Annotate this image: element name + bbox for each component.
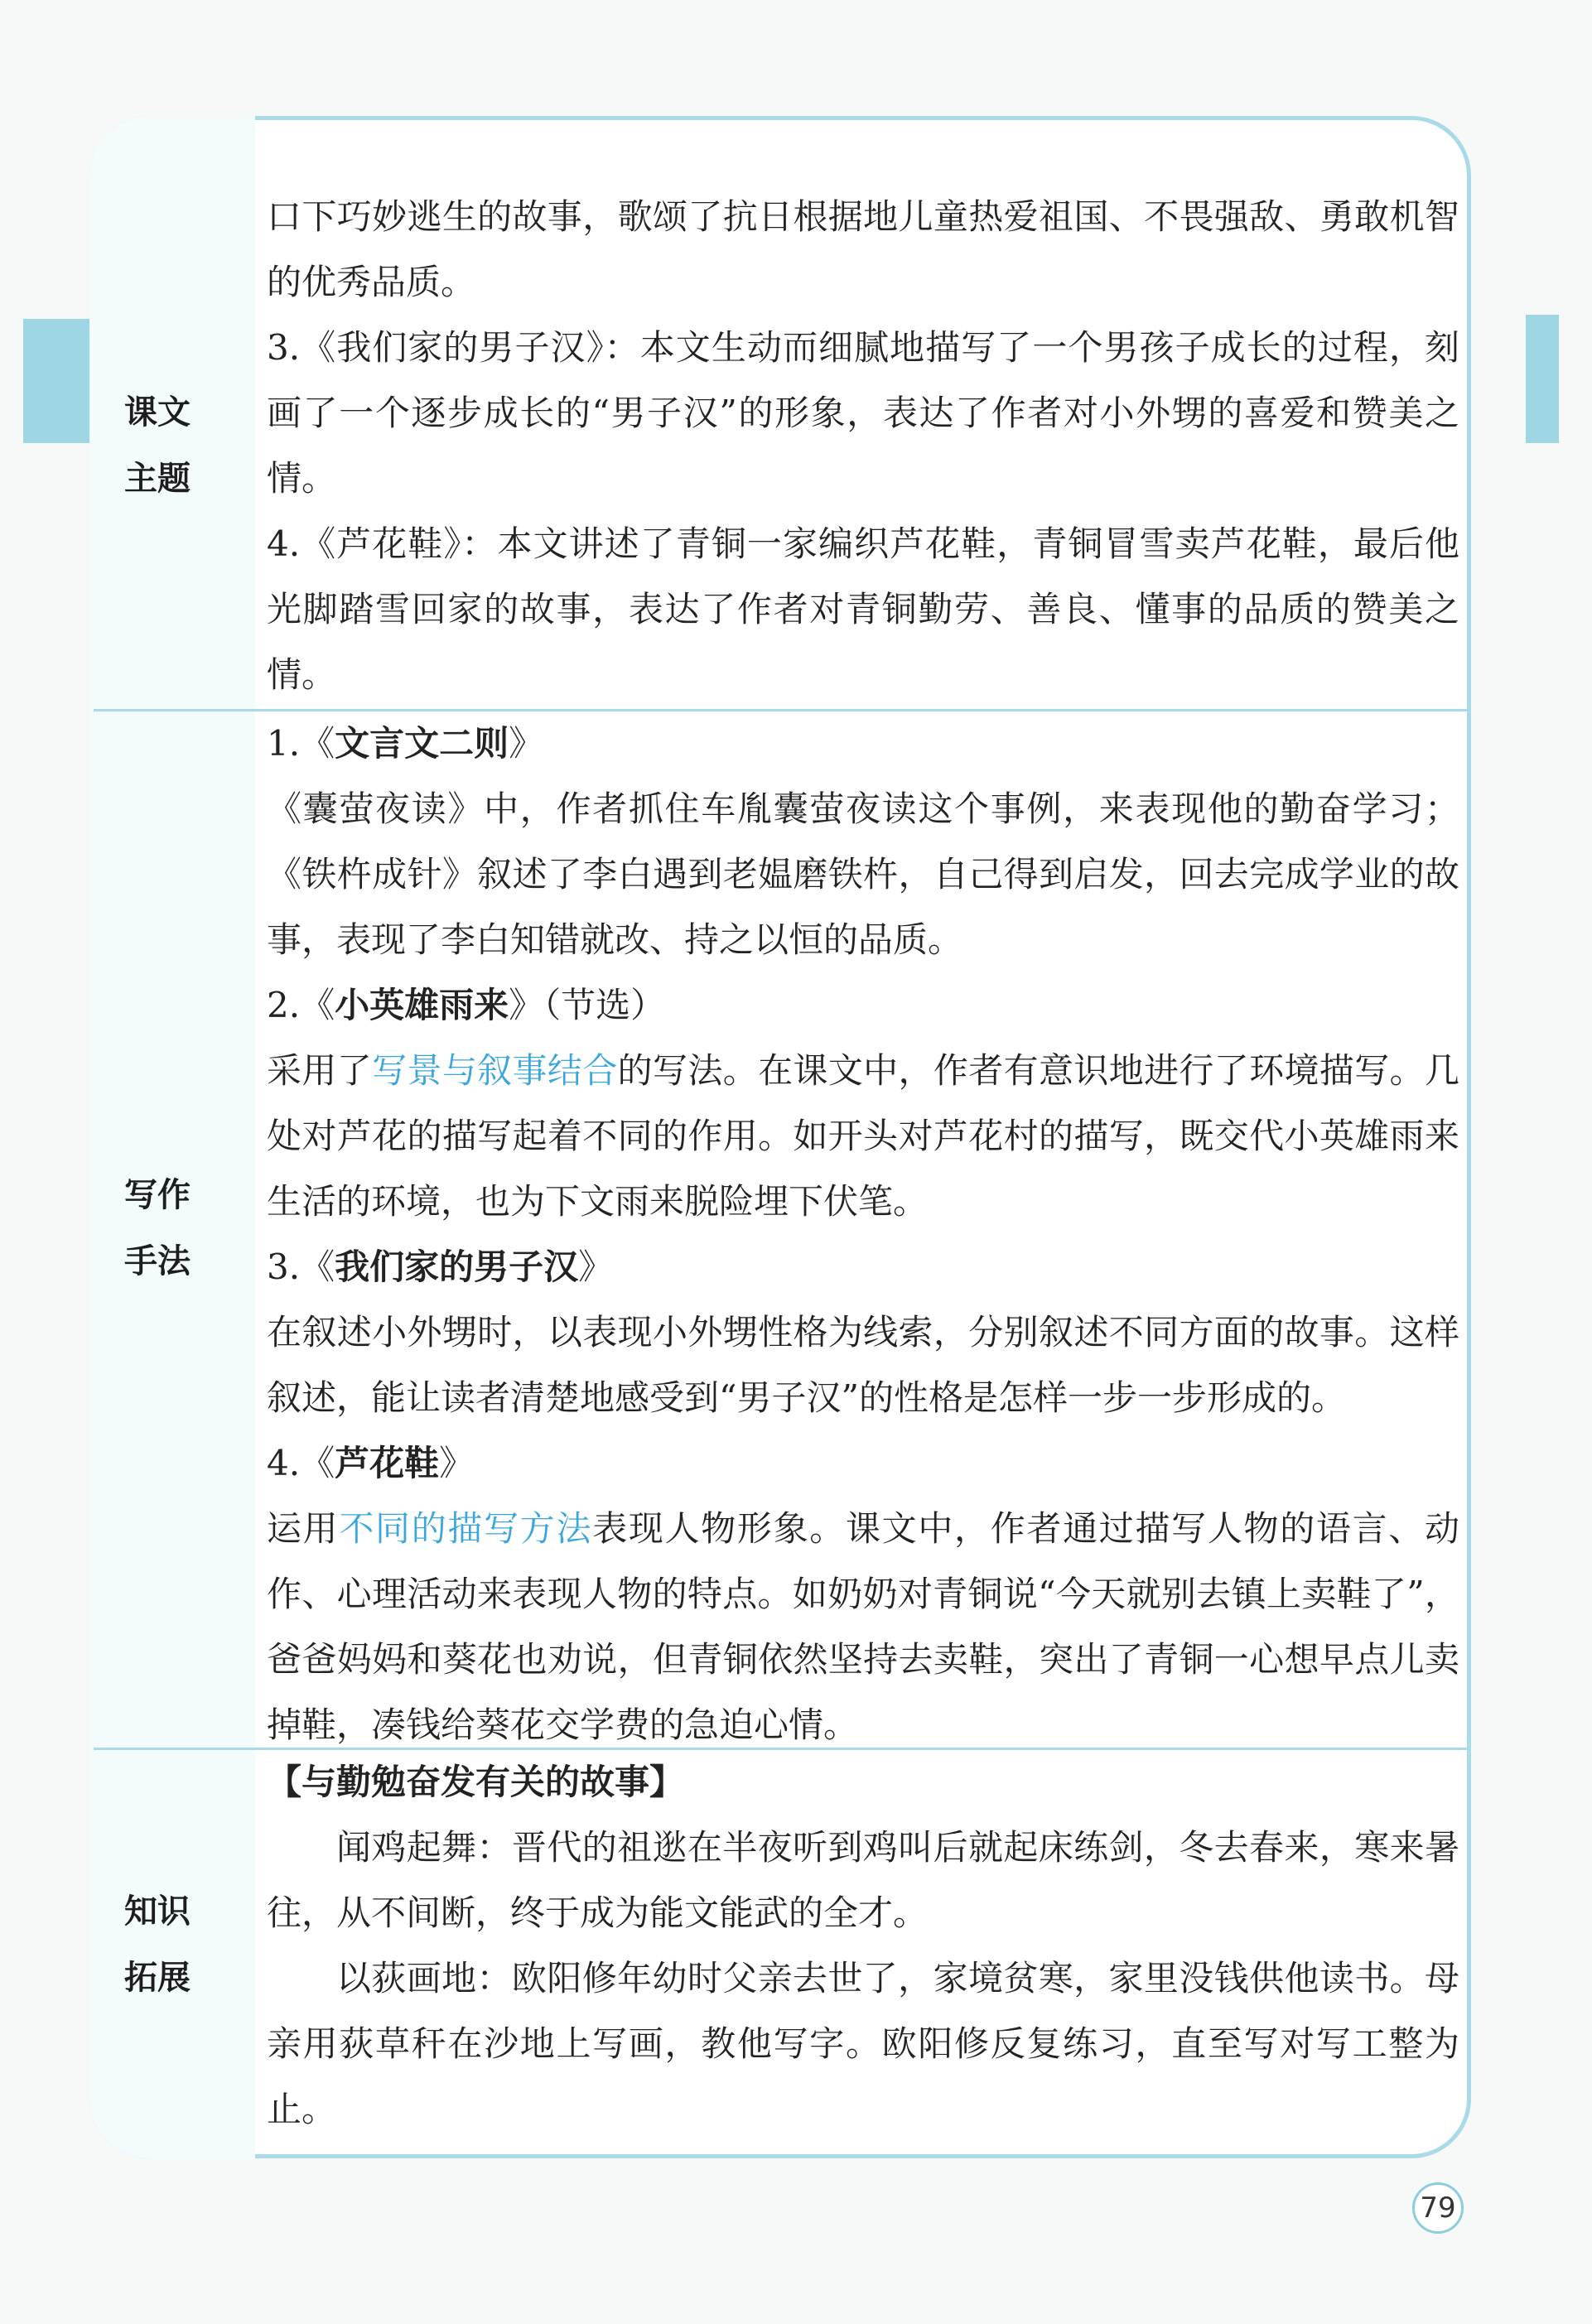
section-label-line: 主题 (124, 460, 191, 498)
section-label-writing (124, 1162, 224, 1295)
section-label-line: 课文 (124, 393, 191, 432)
writing-item-text: 在叙述小外甥时，以表现小外甥性格为线索，分别叙述不同方面的故事。这样叙述，能让读者清楚地感受到“男子汉”的性格是怎样一步一步形成的。 (267, 1312, 1459, 1418)
section-label-knowledge (124, 1878, 224, 2011)
theme-paragraph: 口下巧妙逃生的故事，歌颂了抗日根据地儿童热爱祖国、不畏强敌、勇敢机智的优秀品质。 (267, 196, 1459, 302)
theme-content (267, 184, 1459, 707)
side-tab-right (1526, 315, 1559, 443)
theme-paragraph: 4.《芦花鞋》：本文讲述了青铜一家编织芦花鞋，青铜冒雪卖芦花鞋，最后他光脚踏雪回家的故事，表达了作者对青铜勤劳、善良、懂事的品质的赞美之情。 (267, 523, 1459, 695)
highlight-term: 写景与叙事结合 (372, 1050, 618, 1091)
knowledge-heading: 【与勤勉奋发有关的故事】 (267, 1762, 685, 1802)
writing-item-text: 《囊萤夜读》中，作者抓住车胤囊萤夜读这个事例，来表现他的勤奋学习；《铁杵成针》叙述了李白遇到老媪磨铁杵，自己得到启发，回去完成学业的故事，表现了李白知错就改、持之以恒的品质。 (267, 788, 1459, 960)
section-label-line: 知识 (124, 1892, 191, 1931)
writing-item-text: 运用不同的描写方法表现人物形象。课文中，作者通过描写人物的语言、动作、心理活动来表现人物的特点。如奶奶对青铜说“今天就别去镇上卖鞋了”，爸爸妈妈和葵花也劝说，但青铜依然坚持去卖鞋，突出了青铜一心想早点儿卖掉鞋，凑钱给葵花交学费的急迫心情。 (267, 1508, 1459, 1745)
side-tab-left (23, 319, 94, 443)
section-label-line: 手法 (124, 1242, 191, 1280)
writing-item-title: 4.《芦花鞋》 (267, 1443, 475, 1483)
writing-item-text: 采用了写景与叙事结合的写法。在课文中，作者有意识地进行了环境描写。几处对芦花的描写起着不同的作用。如开头对芦花村的描写，既交代小英雄雨来生活的环境，也为下文雨来脱险埋下伏笔。 (267, 1050, 1459, 1222)
theme-paragraph: 3.《我们家的男子汉》：本文生动而细腻地描写了一个男孩子成长的过程，刻画了一个逐步成长的“男子汉”的形象，表达了作者对小外甥的喜爱和赞美之情。 (267, 327, 1459, 499)
writing-content (267, 711, 1459, 1757)
section-label-theme (124, 379, 224, 512)
highlight-term: 不同的描写方法 (339, 1508, 593, 1549)
knowledge-story: 以荻画地：欧阳修年幼时父亲去世了，家境贫寒，家里没钱供他读书。母亲用荻草秆在沙地上写画，教他写字。欧阳修反复练习，直至写对写工整为止。 (267, 1958, 1459, 2129)
knowledge-story: 闻鸡起舞：晋代的祖逖在半夜听到鸡叫后就起床练剑，冬去春来，寒来暑往，从不间断，终于成为能文能武的全才。 (267, 1827, 1459, 1933)
writing-item-title: 1.《文言文二则》 (267, 723, 544, 764)
writing-item-title: 3.《我们家的男子汉》 (267, 1246, 614, 1287)
page-number: 79 (1412, 2182, 1464, 2234)
writing-item-title: 2.《小英雄雨来》（节选） (267, 985, 666, 1025)
section-label-line: 拓展 (124, 1959, 191, 1997)
knowledge-content (267, 1749, 1459, 2142)
section-label-line: 写作 (124, 1176, 191, 1214)
